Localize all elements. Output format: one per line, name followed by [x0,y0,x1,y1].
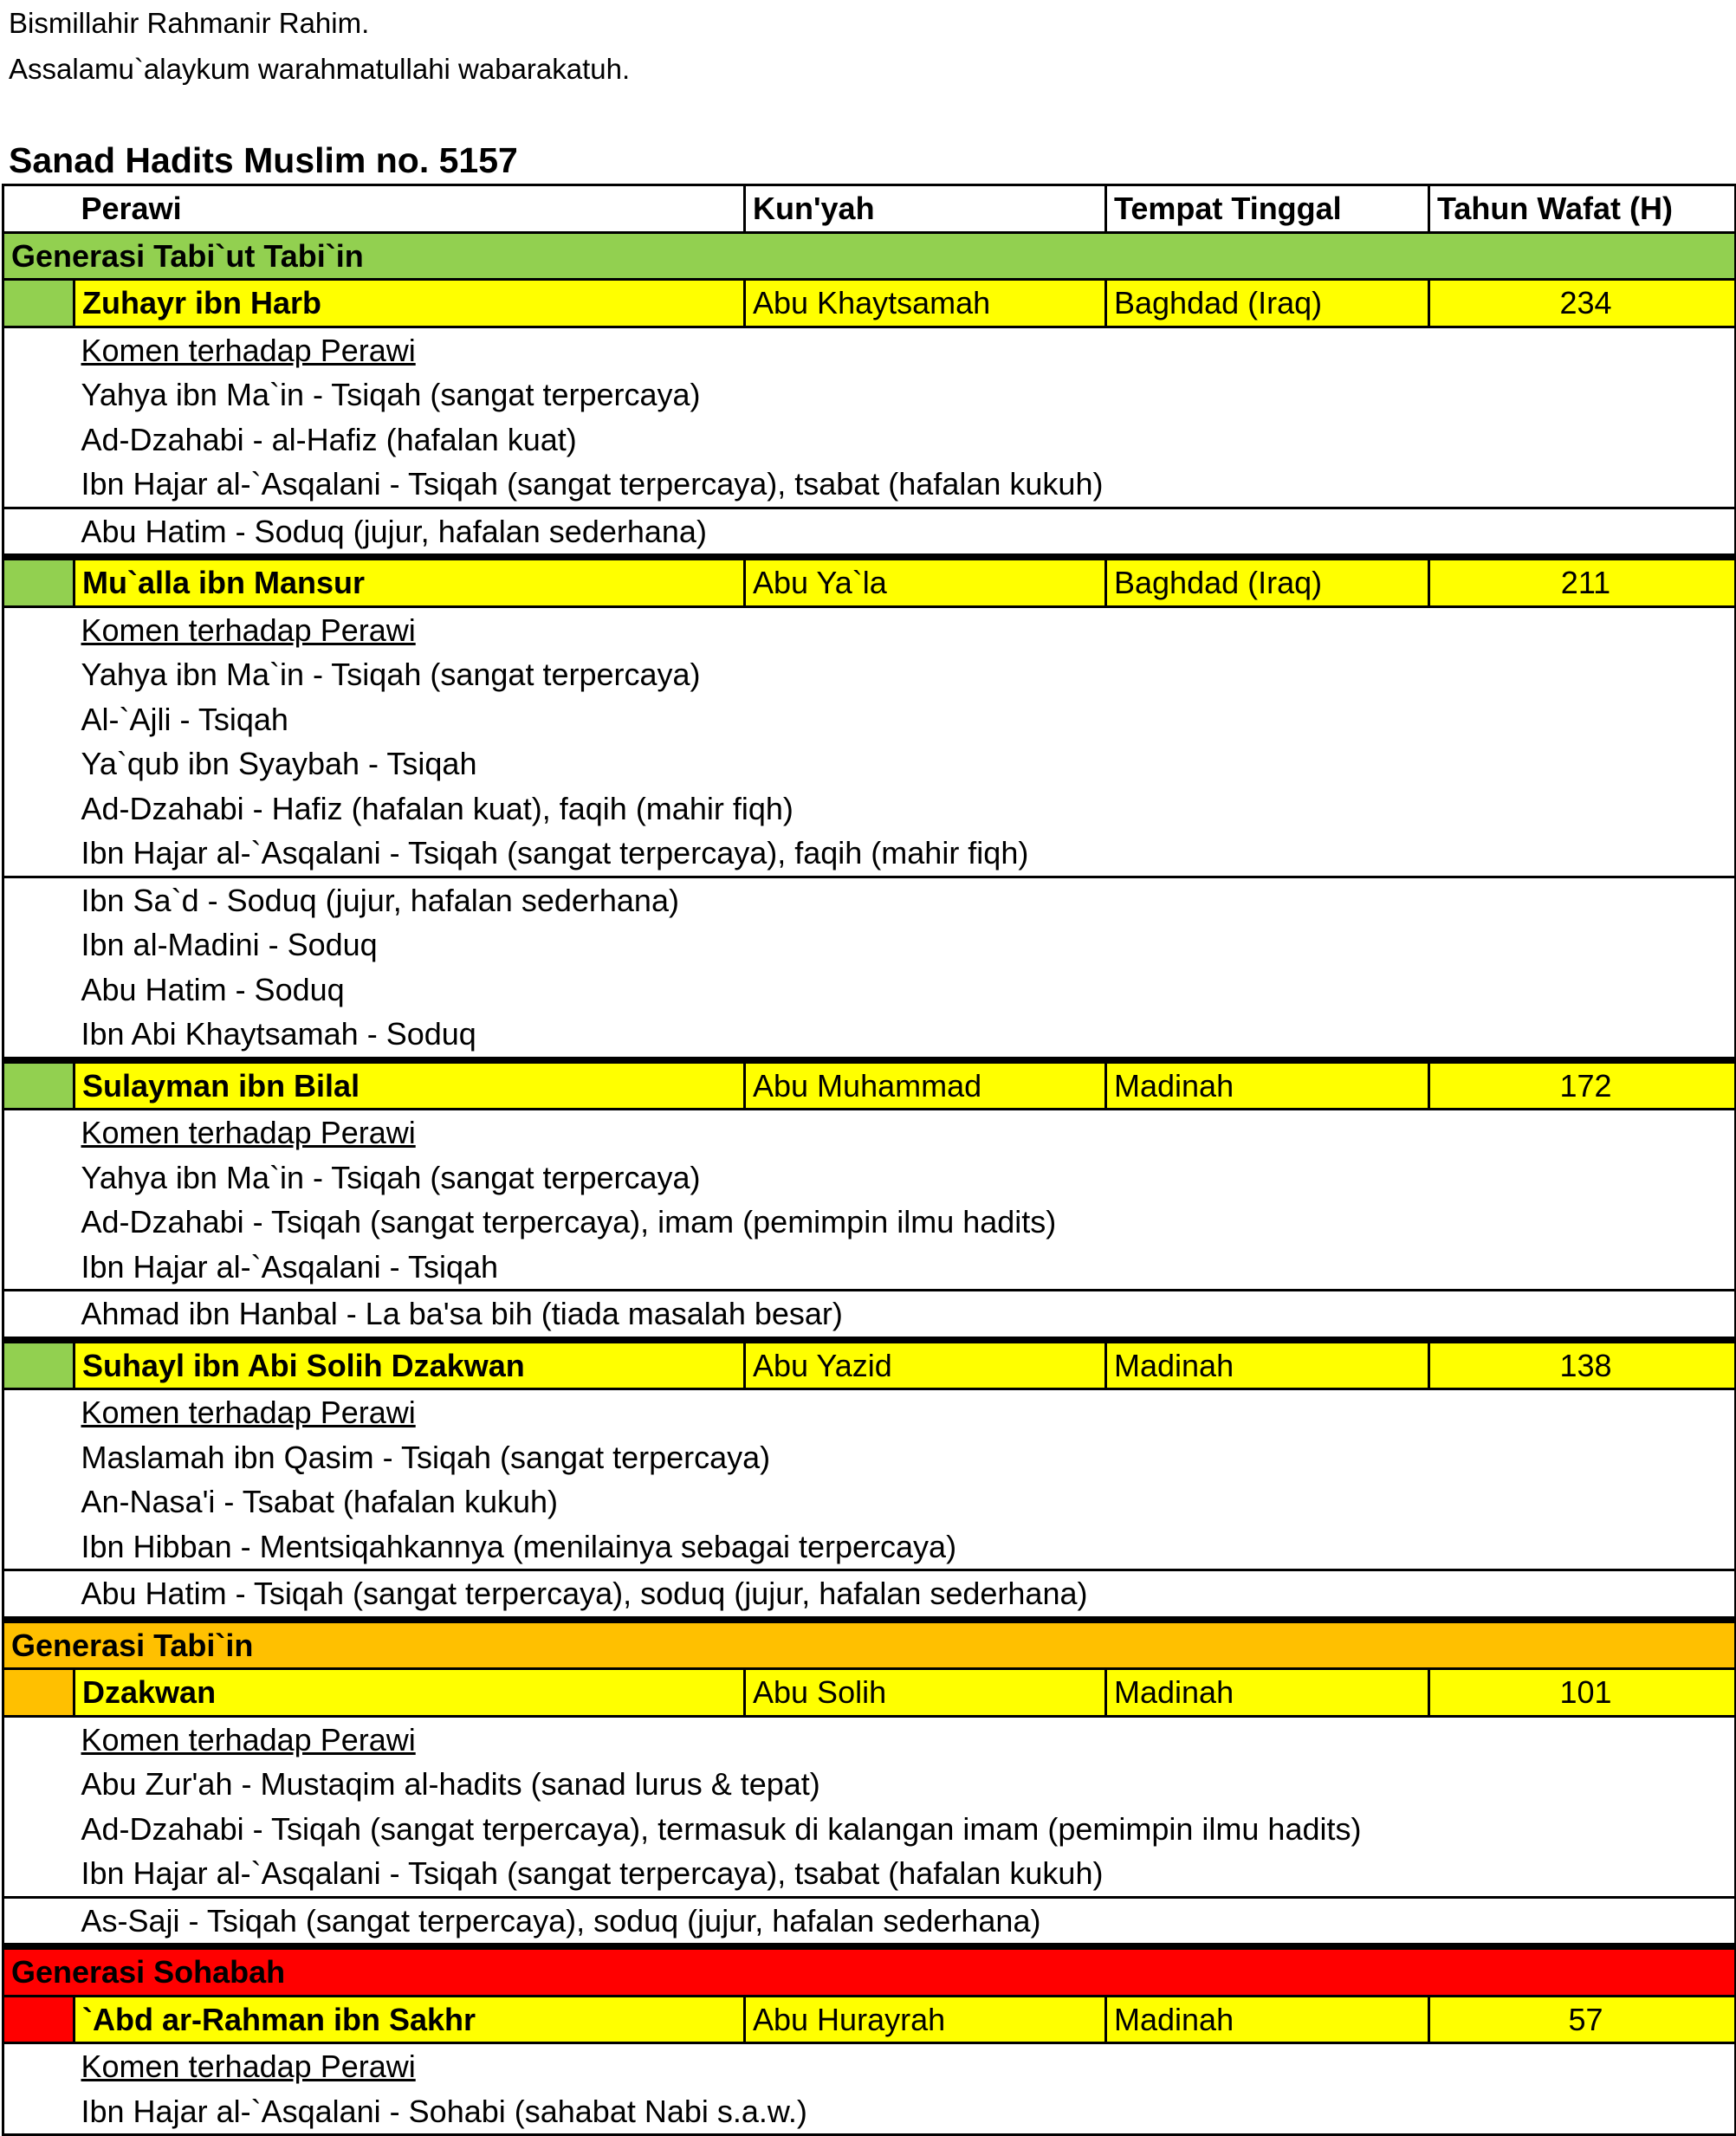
comment-text[interactable]: Ibn Hajar al-`Asqalani - Tsiqah (sangat terpercaya), tsabat (hafalan kukuh) [74,462,1736,508]
narrator-year-cell[interactable]: 101 [1429,1669,1736,1717]
narrator-place-cell[interactable]: Baghdad (Iraq) [1106,557,1429,606]
comment-indent-cell[interactable] [3,1570,74,1620]
comment-text[interactable]: Abu Hatim - Soduq (jujur, hafalan sederhana) [74,508,1736,557]
generation-indicator-cell[interactable] [3,1669,74,1717]
comment-row [3,1807,1736,1852]
comment-heading-row [3,606,1736,652]
comment-text[interactable]: Yahya ibn Ma`in - Tsiqah (sangat terpercaya) [74,652,1736,697]
comment-row [3,786,1736,832]
comment-row [3,372,1736,417]
comment-heading[interactable]: Komen terhadap Perawi [74,606,1736,652]
comment-indent-cell[interactable] [3,741,74,786]
comment-heading-row [3,2043,1736,2089]
narrator-name-cell[interactable]: `Abd ar-Rahman ibn Sakhr [74,1996,745,2043]
comment-row [3,652,1736,697]
comment-text[interactable]: Yahya ibn Ma`in - Tsiqah (sangat terpercaya) [74,1155,1736,1201]
column-header-perawi[interactable]: Perawi [74,185,745,233]
narrator-place-cell[interactable]: Madinah [1106,1996,1429,2043]
comment-row [3,1762,1736,1807]
narrator-row [3,1669,1736,1717]
narrator-place-cell[interactable]: Baghdad (Iraq) [1106,280,1429,327]
comment-row [3,1200,1736,1245]
comment-row [3,741,1736,786]
comment-text[interactable]: Ya`qub ibn Syaybah - Tsiqah [74,741,1736,786]
comment-indent-cell[interactable] [3,831,74,877]
comment-indent-cell[interactable] [3,2043,74,2089]
comment-indent-cell[interactable] [3,697,74,742]
comment-row [3,1570,1736,1620]
narrator-name-cell[interactable]: Suhayl ibn Abi Solih Dzakwan [74,1340,745,1389]
narrator-row [3,1060,1736,1110]
comment-row [3,1897,1736,1946]
column-header-row [3,185,1736,233]
comment-row [3,1479,1736,1524]
comment-heading-row [3,1110,1736,1155]
comment-row [3,1155,1736,1201]
comment-indent-cell[interactable] [3,1479,74,1524]
sanad-table [2,184,1736,2136]
narrator-year-cell[interactable]: 172 [1429,1060,1736,1110]
comment-indent-cell[interactable] [3,1897,74,1946]
generation-label[interactable]: Generasi Sohabah [3,1946,1736,1996]
comment-text[interactable]: Ibn Hibban - Mentsiqahkannya (menilainya sebagai terpercaya) [74,1524,1736,1570]
narrator-row [3,1996,1736,2043]
comment-indent-cell[interactable] [3,877,74,922]
comment-indent-cell[interactable] [3,327,74,372]
narrator-row [3,1340,1736,1389]
comment-indent-cell[interactable] [3,1524,74,1570]
comment-row [3,2089,1736,2135]
narrator-year-cell[interactable]: 211 [1429,557,1736,606]
comment-heading[interactable]: Komen terhadap Perawi [74,1716,1736,1762]
comment-row [3,1851,1736,1897]
comment-heading-row [3,327,1736,372]
narrator-name-cell[interactable]: Sulayman ibn Bilal [74,1060,745,1110]
comment-heading[interactable]: Komen terhadap Perawi [74,327,1736,372]
comment-text[interactable]: Yahya ibn Ma`in - Tsiqah (sangat terpercaya) [74,372,1736,417]
comment-indent-cell[interactable] [3,1245,74,1291]
sanad-table-body [3,185,1736,2135]
comment-indent-cell[interactable] [3,652,74,697]
comment-indent-cell[interactable] [3,417,74,463]
narrator-year-cell[interactable]: 138 [1429,1340,1736,1389]
comment-text[interactable]: Ibn Hajar al-`Asqalani - Tsiqah [74,1245,1736,1291]
narrator-row [3,280,1736,327]
intro-line: Assalamu`alaykum warahmatullahi wabarakatuh. [9,53,631,85]
comment-text[interactable]: Ibn Sa`d - Soduq (jujur, hafalan sederhana) [74,877,1736,922]
narrator-place-cell[interactable]: Madinah [1106,1060,1429,1110]
narrator-kunyah-cell[interactable]: Abu Muhammad [745,1060,1106,1110]
narrator-place-cell[interactable]: Madinah [1106,1669,1429,1717]
column-header-kunyah[interactable]: Kun'yah [745,185,1106,233]
comment-indent-cell[interactable] [3,508,74,557]
comment-indent-cell[interactable] [3,1851,74,1897]
comment-text[interactable]: Al-`Ajli - Tsiqah [74,697,1736,742]
generation-row [3,1946,1736,1996]
generation-indicator-cell[interactable] [3,1060,74,1110]
generation-label[interactable]: Generasi Tabi`in [3,1620,1736,1669]
comment-heading[interactable]: Komen terhadap Perawi [74,1389,1736,1435]
comment-row [3,1524,1736,1570]
comment-indent-cell[interactable] [3,1716,74,1762]
comment-heading-row [3,1389,1736,1435]
narrator-place-cell[interactable]: Madinah [1106,1340,1429,1389]
comment-indent-cell[interactable] [3,606,74,652]
comment-indent-cell[interactable] [3,2089,74,2135]
comment-text[interactable]: As-Saji - Tsiqah (sangat terpercaya), soduq (jujur, hafalan sederhana) [74,1897,1736,1946]
comment-indent-cell[interactable] [3,1012,74,1060]
comment-indent-cell[interactable] [3,1435,74,1480]
narrator-kunyah-cell[interactable]: Abu Hurayrah [745,1996,1106,2043]
comment-row [3,922,1736,968]
comment-text[interactable]: Abu Hatim - Tsiqah (sangat terpercaya), soduq (jujur, hafalan sederhana) [74,1570,1736,1620]
comment-text[interactable]: Abu Hatim - Soduq [74,968,1736,1013]
comment-row [3,508,1736,557]
comment-row [3,462,1736,508]
comment-indent-cell[interactable] [3,786,74,832]
narrator-year-cell[interactable]: 57 [1429,1996,1736,2043]
comment-indent-cell[interactable] [3,1110,74,1155]
comment-row [3,417,1736,463]
comment-text[interactable]: Ibn Hajar al-`Asqalani - Sohabi (sahabat Nabi s.a.w.) [74,2089,1736,2135]
comment-text[interactable]: Abu Zur'ah - Mustaqim al-hadits (sanad lurus & tepat) [74,1762,1736,1807]
comment-text[interactable]: Ad-Dzahabi - Tsiqah (sangat terpercaya), termasuk di kalangan imam (pemimpin ilmu hadits) [74,1807,1736,1852]
comment-text[interactable]: An-Nasa'i - Tsabat (hafalan kukuh) [74,1479,1736,1524]
comment-row [3,831,1736,877]
narrator-row [3,557,1736,606]
column-header-tempat[interactable]: Tempat Tinggal [1106,185,1429,233]
generation-indicator-cell[interactable] [3,280,74,327]
generation-row [3,232,1736,280]
comment-row [3,877,1736,922]
comment-row [3,1245,1736,1291]
narrator-name-cell[interactable]: Mu`alla ibn Mansur [74,557,745,606]
generation-row [3,1620,1736,1669]
comment-indent-cell[interactable] [3,968,74,1013]
comment-text[interactable]: Ibn al-Madini - Soduq [74,922,1736,968]
comment-indent-cell[interactable] [3,1155,74,1201]
comment-row [3,1291,1736,1340]
comment-heading[interactable]: Komen terhadap Perawi [74,2043,1736,2089]
comment-row [3,968,1736,1013]
page-title: Sanad Hadits Muslim no. 5157 [9,140,518,180]
narrator-name-cell[interactable]: Dzakwan [74,1669,745,1717]
comment-indent-cell[interactable] [3,372,74,417]
comment-indent-cell[interactable] [3,922,74,968]
comment-text[interactable]: Ad-Dzahabi - Hafiz (hafalan kuat), faqih (mahir fiqh) [74,786,1736,832]
comment-row [3,1012,1736,1060]
comment-text[interactable]: Ahmad ibn Hanbal - La ba'sa bih (tiada masalah besar) [74,1291,1736,1340]
narrator-name-cell[interactable]: Zuhayr ibn Harb [74,280,745,327]
comment-row [3,1435,1736,1480]
comment-indent-cell[interactable] [3,462,74,508]
comment-indent-cell[interactable] [3,1807,74,1852]
narrator-kunyah-cell[interactable]: Abu Khaytsamah [745,280,1106,327]
narrator-kunyah-cell[interactable]: Abu Yazid [745,1340,1106,1389]
comment-indent-cell[interactable] [3,1762,74,1807]
comment-heading-row [3,1716,1736,1762]
narrator-year-cell[interactable]: 234 [1429,280,1736,327]
comment-indent-cell[interactable] [3,1200,74,1245]
generation-indicator-cell[interactable] [3,1996,74,2043]
intro-text [9,0,630,92]
comment-row [3,697,1736,742]
generation-indicator-cell[interactable] [3,557,74,606]
generation-label[interactable]: Generasi Tabi`ut Tabi`in [3,232,1736,280]
comment-text[interactable]: Ad-Dzahabi - al-Hafiz (hafalan kuat) [74,417,1736,463]
comment-indent-cell[interactable] [3,1291,74,1340]
narrator-kunyah-cell[interactable]: Abu Ya`la [745,557,1106,606]
comment-text[interactable]: Ad-Dzahabi - Tsiqah (sangat terpercaya), imam (pemimpin ilmu hadits) [74,1200,1736,1245]
comment-text[interactable]: Ibn Hajar al-`Asqalani - Tsiqah (sangat terpercaya), faqih (mahir fiqh) [74,831,1736,877]
comment-heading[interactable]: Komen terhadap Perawi [74,1110,1736,1155]
header-indent-cell[interactable] [3,185,74,233]
generation-indicator-cell[interactable] [3,1340,74,1389]
comment-text[interactable]: Maslamah ibn Qasim - Tsiqah (sangat terpercaya) [74,1435,1736,1480]
comment-text[interactable]: Ibn Abi Khaytsamah - Soduq [74,1012,1736,1060]
intro-line: Bismillahir Rahmanir Rahim. [9,7,370,39]
narrator-kunyah-cell[interactable]: Abu Solih [745,1669,1106,1717]
comment-indent-cell[interactable] [3,1389,74,1435]
column-header-tahun[interactable]: Tahun Wafat (H) [1429,185,1736,233]
comment-text[interactable]: Ibn Hajar al-`Asqalani - Tsiqah (sangat terpercaya), tsabat (hafalan kukuh) [74,1851,1736,1897]
